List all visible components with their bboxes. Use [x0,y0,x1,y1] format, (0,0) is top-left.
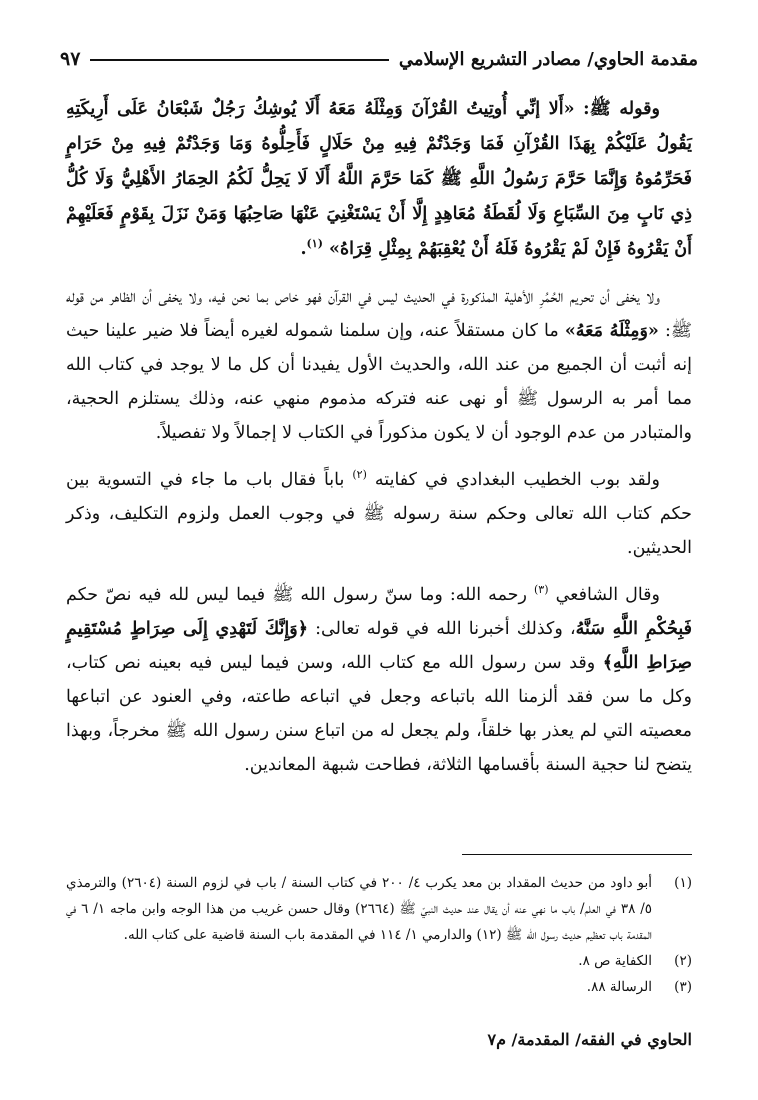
header-title: مقدمة الحاوي/ مصادر التشريع الإسلامي [398,48,698,70]
footnote-text: أبو داود من حديث المقداد بن معد يكرب ٤/ ٢٠٠ في كتاب السنة / باب في لزوم السنة (٢٦٠٤) والترمذي ٥/ ٣٨ في العلم/ باب ما نهي عنه أن يقال عند حديث النبيّ ﷺ (٢٦٦٤) وقال حسن غريب من هذا الوجه وابن ماجه ١/ ٦ في المقدمة باب تعظيم حديث رسول الله ﷺ (١٢) والدارمي ١/ ١١٤ في المقدمة باب السنة قاضية على كتاب الله. [66,875,653,943]
footnote-text: الكفاية ص ٨. [578,953,652,969]
paragraph-4: وقال الشافعي $^{(٣)}$ رحمه الله: وما سنّ رسول الله ﷺ فيما ليس لله فيه نصّ حكم فَبِحُكْمِ اللَّهِ سَنَّهُ، وكذلك أخبرنا الله في قوله تعالى: ﴿وَإِنَّكَ لَتَهْدِي إِلَى صِرَاطٍ مُسْتَقِيمٍ صِرَاطِ اللَّهِ﴾ وقد سن رسول الله مع كتاب الله، وسن فيما ليس فيه بعينه نص كتاب، وكل ما سن فقد ألزمنا الله باتباعه وجعل في اتباعه طاعته، وفي العنود عن اتباعها معصيته التي لم يعذر بها خلقاً، ولم يجعل له من اتباع سنن رسول الله ﷺ مخرجاً، وبهذا يتضح لنا حجية السنة بأقسامها الثلاثة، فطاحت شبهة المعاندين. [66,583,692,775]
footnote-number: (٢) [674,953,692,969]
footnotes [66,870,692,1000]
footnote-separator [462,854,692,855]
hadith-paragraph: وقوله ﷺ: «أَلا إنِّي أُوتِيتُ القُرْآنَ وَمِثْلَهُ مَعَهُ أَلَا يُوشِكُ رَجُلٌ شَبْعَانُ عَلَى أَرِيكَتِهِ يَقُولُ عَلَيْكُمْ بِهَذَا القُرْآنِ فَمَا وَجَدْتُمْ فِيهِ مِنْ حَلَالٍ فَأَحِلُّوهُ وَمَا وَجَدْتُمْ فِيهِ مِنْ حَرَامٍ فَحَرِّمُوهُ وَإِنَّمَا حَرَّمَ رَسُولُ اللَّهِ ﷺ كَمَا حَرَّمَ اللَّهُ أَلَا لَا يَحِلُّ لَكُمُ الحِمَارُ الأَهْلِيُّ وَلَا كُلُّ ذِي نَابٍ مِنَ السِّبَاعِ وَلَا لُقَطَةُ مُعَاهِدٍ إِلَّا أَنْ يَسْتَغْنِيَ عَنْهَا صَاحِبُهَا وَمَنْ نَزَلَ بِقَوْمٍ فَعَلَيْهِمْ أَنْ يَقْرُوهُ فَإِنْ لَمْ يَقْرُوهُ فَلَهُ أَنْ يُعْقِبَهُمْ بِمِثْلِ قِرَاهُ» $^{(١)}$. [66,99,692,259]
footnote-number: (٣) [674,979,692,995]
footnote-item [66,948,692,974]
page-number: ٩٧ [60,48,81,70]
footnote-item [66,974,692,1000]
footnote-number: (١) [674,875,692,891]
quran-verse: ﴿وَإِنَّكَ لَتَهْدِي إِلَى صِرَاطٍ مُسْتَقِيمٍ صِرَاطِ اللَّهِ﴾ [66,619,692,673]
hadith-text: وقوله ﷺ: «أَلا إنِّي أُوتِيتُ القُرْآنَ وَمِثْلَهُ مَعَهُ أَلَا يُوشِكُ رَجُلٌ شَبْعَانُ عَلَى أَرِيكَتِهِ يَقُولُ عَلَيْكُمْ بِهَذَا القُرْآنِ فَمَا وَجَدْتُمْ فِيهِ مِنْ حَلَالٍ فَأَحِلُّوهُ وَمَا وَجَدْتُمْ فِيهِ مِنْ حَرَامٍ فَحَرِّمُوهُ وَإِنَّمَا حَرَّمَ رَسُولُ اللَّهِ ﷺ كَمَا حَرَّمَ اللَّهُ أَلَا لَا يَحِلُّ لَكُمُ الحِمَارُ الأَهْلِيُّ وَلَا كُلُّ ذِي نَابٍ مِنَ السِّبَاعِ وَلَا لُقَطَةُ مُعَاهِدٍ إِلَّا أَنْ يَسْتَغْنِيَ عَنْهَا صَاحِبُهَا وَمَنْ نَزَلَ بِقَوْمٍ فَعَلَيْهِمْ أَنْ يَقْرُوهُ فَإِنْ لَمْ يَقْرُوهُ فَلَهُ أَنْ يُعْقِبَهُمْ بِمِثْلِ قِرَاهُ» [66,99,692,259]
footnote-item [66,870,692,948]
quran-phrase: فَبِحُكْمِ اللَّهِ سَنَّهُ [575,619,692,639]
running-header [60,44,698,74]
footnote-ref-1[interactable]: (١) [306,237,323,251]
paragraph-3: ولقد بوب الخطيب البغدادي في كفايته $^{(٢)}$ باباً فقال باب ما جاء في التسوية بين حكم كتاب الله تعالى وحكم سنة رسوله ﷺ في وجوب العمل ولزوم التكليف، وذكر الحديثين. [66,468,692,558]
paragraph-2: ولا يخفى أن تحريم الحُمُرِ الأهلية المذكورة في الحديث ليس في القرآن فهو خاص بما نحن فيه، ولا يخفى أن الظاهر من قوله ﷺ: «وَمِثْلَهُ مَعَهُ» ما كان مستقلاً عنه، وإن سلمنا شموله لغيره أيضاً فلا ضير علينا حيث إنه أثبت أن الجميع من عند الله، والحديث الأول يفيدنا أن كل ما لا يوجد في كتاب الله مما أمر به الرسول ﷺ أو نهى عنه فتركه مذموم منهي عنه، وذلك يستلزم الحجية، والمتبادر من عدم الوجود أن لا يكون مذكوراً في الكتاب لا إجمالاً ولا تفصيلاً. [66,287,692,443]
footnote-text: الرسالة ٨٨. [586,979,652,995]
running-footer: الحاوي في الفقه/ المقدمة/ م٧ [487,1030,692,1049]
quoted-phrase: «وَمِثْلَهُ مَعَهُ» [564,321,659,341]
header-rule [90,59,388,61]
footnote-ref-2[interactable]: (٢) [352,468,367,482]
main-text [66,92,692,795]
footnote-ref-3[interactable]: (٣) [534,583,549,597]
